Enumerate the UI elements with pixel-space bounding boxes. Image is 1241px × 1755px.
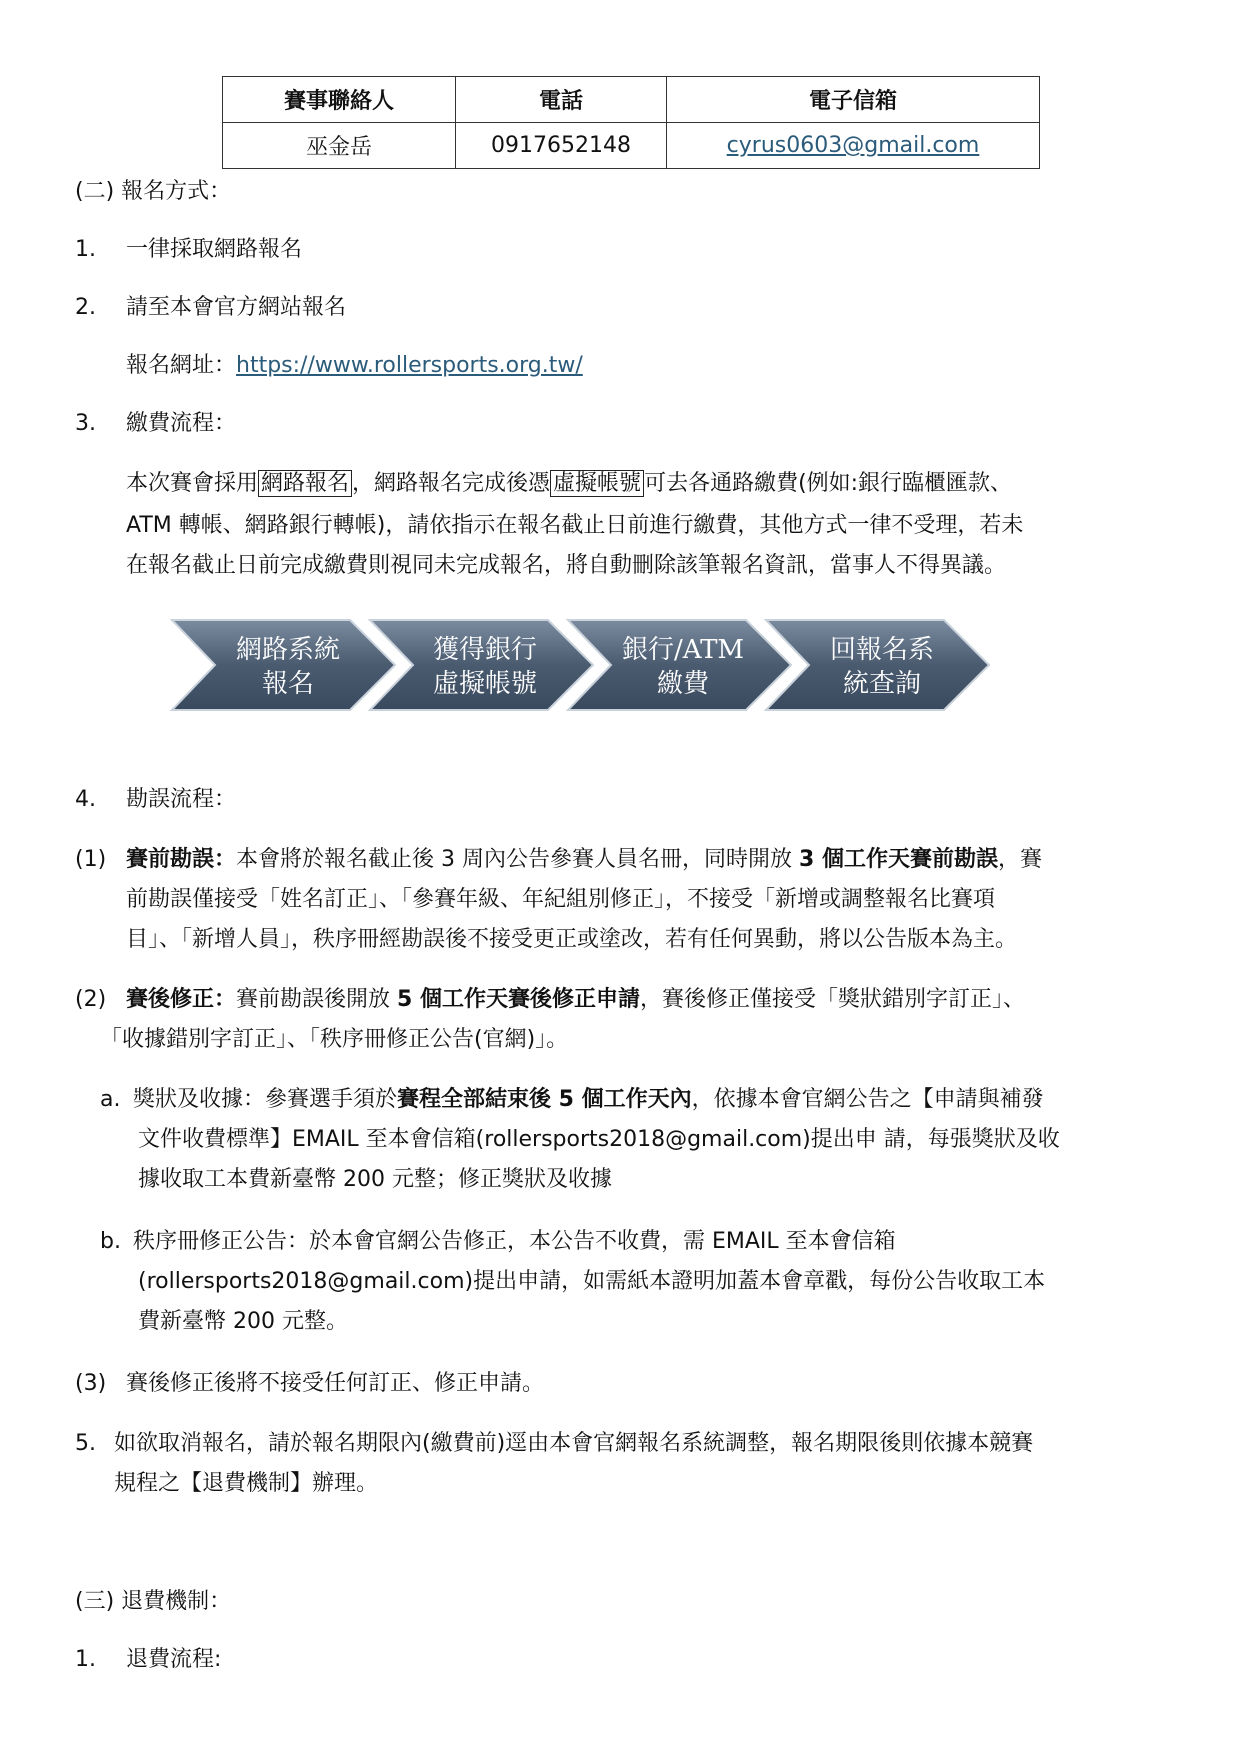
flow-step-3-line1: 銀行/ATM <box>621 635 745 665</box>
sub3-text: 賽後修正後將不接受任何訂正、修正申請。 <box>126 1371 545 1396</box>
item2-num: 2. <box>75 295 96 320</box>
item1-text: 一律採取網路報名 <box>126 237 303 262</box>
item1-num: 1. <box>75 237 96 262</box>
sub-b-line3: 費新臺幣 200 元整。 <box>138 1309 348 1334</box>
sub1-line3: 目」、「新增人員」，秩序冊經勘誤後不接受更正或塗改，若有任何異動，將以公告版本為主。 <box>126 927 1018 952</box>
registration-url-link[interactable]: https://www.rollersports.org.tw/ <box>236 353 583 378</box>
sub-a-line2: 文件收費標準】EMAIL 至本會信箱(rollersports2018@gmail.com)提出申 請，每張獎狀及收 <box>138 1127 1060 1152</box>
p1-a: 本次賽會採用 <box>126 471 259 496</box>
sub-a-label: a. <box>100 1087 121 1112</box>
sub1-num: (1) <box>75 847 107 872</box>
sub-a-line3: 據收取工本費新臺幣 200 元整；修正獎狀及收據 <box>138 1167 612 1192</box>
flow-step-1-line1: 網路系統 <box>235 635 341 665</box>
sub3-num: (3) <box>75 1371 107 1396</box>
p1-c: 可去各通路繳費(例如:銀行臨櫃匯款、 <box>644 471 1013 496</box>
item3-text: 繳費流程： <box>126 411 237 436</box>
item4-num: 4. <box>75 787 96 812</box>
sub-a-bold: 賽程全部結束後 5 個工作天內 <box>397 1087 692 1112</box>
header-phone: 電話 <box>456 77 667 123</box>
flow-step-1-line2: 報名 <box>261 669 315 699</box>
item5-num: 5. <box>75 1431 96 1456</box>
sub-a-l1a: 獎狀及收據：參賽選手須於 <box>133 1087 398 1112</box>
sub2-l1a: 賽前勘誤後開放 <box>236 987 398 1012</box>
sub1-bold-title: 賽前勘誤： <box>126 847 237 872</box>
sub-b-line1: 秩序冊修正公告：於本會官網公告修正，本公告不收費，需 EMAIL 至本會信箱 <box>133 1229 896 1254</box>
contact-table-header <box>223 77 1040 123</box>
sub2-l1b: ，賽後修正僅接受「獎狀錯別字訂正」、 <box>639 987 1025 1012</box>
section3-item1-num: 1. <box>75 1647 96 1672</box>
flow-step-2-line1: 獲得銀行 <box>432 635 538 665</box>
section3-heading: (三) 退費機制： <box>75 1589 232 1614</box>
flow-step-4 <box>766 620 989 710</box>
item5-line2: 規程之【退費機制】辦理。 <box>114 1471 379 1496</box>
header-email: 電子信箱 <box>667 77 1040 123</box>
p1-b: ，網路報名完成後憑 <box>352 471 551 496</box>
item4-text: 勘誤流程： <box>126 787 237 812</box>
item3-para-line3: 在報名截止日前完成繳費則視同未完成報名，將自動刪除該筆報名資訊，當事人不得異議。 <box>126 553 1007 578</box>
email-link[interactable]: cyrus0603@gmail.com <box>726 133 980 158</box>
contact-phone: 0917652148 <box>456 123 667 169</box>
url-line <box>126 346 583 386</box>
flow-step-2 <box>370 620 593 710</box>
item3-para-line2: ATM 轉帳、網路銀行轉帳)，請依指示在報名截止日前進行繳費，其他方式一律不受理，若未 <box>126 513 1024 538</box>
contact-email <box>667 123 1040 169</box>
sub2-bold-title: 賽後修正： <box>126 987 237 1012</box>
flow-step-4-line1: 回報名系 <box>829 635 935 665</box>
sub2-line2: 「收據錯別字訂正」、「秩序冊修正公告(官網)」。 <box>100 1027 569 1052</box>
payment-flow-diagram <box>170 618 1000 713</box>
sub-a-line1 <box>133 1080 1044 1120</box>
sub2-num: (2) <box>75 987 107 1012</box>
flow-step-1 <box>172 620 395 710</box>
item3-num: 3. <box>75 411 96 436</box>
header-contact: 賽事聯絡人 <box>223 77 456 123</box>
sub1-line1 <box>126 840 1042 880</box>
sub1-line2: 前勘誤僅接受「姓名訂正」、「參賽年級、年紀組別修正」，不接受「新增或調整報名比賽項 <box>126 887 996 912</box>
contact-name: 巫金岳 <box>223 123 456 169</box>
sub2-bold-days: 5 個工作天賽後修正申請 <box>397 987 640 1012</box>
section3-item1-text: 退費流程: <box>126 1647 222 1672</box>
boxed-online-registration: 網路報名 <box>258 470 352 497</box>
item5-line1: 如欲取消報名，請於報名期限內(繳費前)逕由本會官網報名系統調整，報名期限後則依據本競賽 <box>114 1431 1034 1456</box>
flow-step-2-line2: 虛擬帳號 <box>432 669 538 699</box>
sub1-l1b: ，賽 <box>997 847 1042 872</box>
flow-step-4-line2: 統查詢 <box>842 669 922 699</box>
sub-b-line2: (rollersports2018@gmail.com)提出申請，如需紙本證明加蓋本會章戳，每份公告收取工本 <box>138 1269 1046 1294</box>
contact-table <box>222 76 1040 169</box>
sub1-l1a: 本會將於報名截止後 3 周內公告參賽人員名冊，同時開放 <box>236 847 799 872</box>
item2-text: 請至本會官方網站報名 <box>126 295 347 320</box>
sub-b-label: b. <box>100 1229 121 1254</box>
item3-para-line1 <box>126 464 1012 504</box>
table-row <box>223 123 1040 169</box>
sub1-bold-days: 3 個工作天賽前勘誤 <box>799 847 998 872</box>
url-label: 報名網址： <box>126 353 237 378</box>
section2-heading: (二) 報名方式： <box>75 179 232 204</box>
sub-a-l1b: ，依據本會官網公告之【申請與補發 <box>691 1087 1044 1112</box>
flow-step-3 <box>568 620 791 710</box>
boxed-virtual-account: 虛擬帳號 <box>550 470 644 497</box>
sub2-line1 <box>126 980 1025 1020</box>
flow-step-3-line2: 繳費 <box>656 669 710 699</box>
